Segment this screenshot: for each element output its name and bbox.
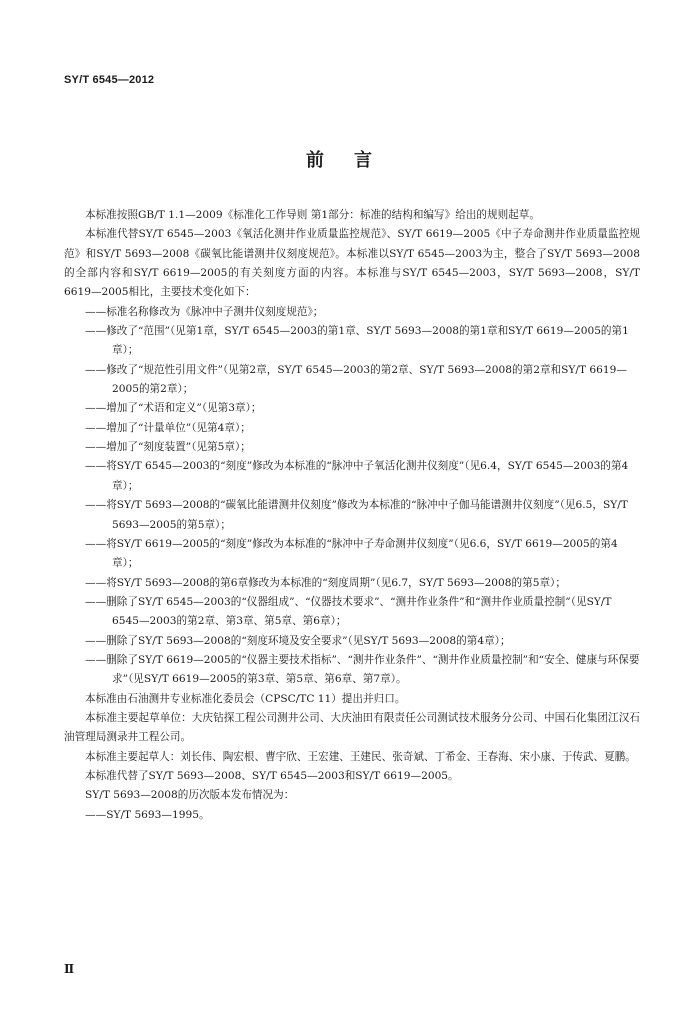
- change-item: ——删除了SY/T 5693—2008的“刻度环境及安全要求”（见SY/T 5693—2008的第4章）；: [85, 634, 511, 647]
- change-item: ——删除了SY/T 6619—2005的“仪器主要技术指标”、“测井作业条件”、“测井作业质量控制”和“安全、健康与环保要求”（见SY/T 6619—2005的第3章、第5章、第6章、第7章）。: [85, 653, 640, 686]
- change-item: ——增加了“术语和定义”（见第3章）；: [85, 402, 262, 415]
- foreword-body: [64, 206, 640, 825]
- paragraph-edition-history: SY/T 5693—2008的历次版本发布情况为：: [85, 789, 295, 802]
- change-item: ——增加了“计量单位”（见第4章）；: [85, 421, 251, 434]
- change-item: ——修改了“范围”（见第1章，SY/T 6545—2003的第1章、SY/T 5693—2008的第1章和SY/T 6619—2005的第1章）；: [85, 325, 629, 357]
- page-number: Ⅱ: [64, 962, 75, 976]
- paragraph-proposer: 本标准由石油测井专业标准化委员会（CPSC/TC 11）提出并归口。: [85, 692, 406, 705]
- change-item: ——将SY/T 6619—2005的“刻度”修改为本标准的“脉冲中子寿命测井仪刻度”（见6.6，SY/T 6619—2005的第4章）；: [85, 537, 618, 570]
- paragraph-drafting-units: 本标准主要起草单位：大庆钻探工程公司测井公司、大庆油田有限责任公司测试技术服务分公司、中国石化集团江汉石油管理局测录井工程公司。: [64, 711, 640, 744]
- change-item: ——将SY/T 6545—2003的“刻度”修改为本标准的“脉冲中子氧活化测井仪刻度”（见6.4，SY/T 6545—2003的第4章）；: [85, 460, 629, 492]
- change-item: ——删除了SY/T 6545—2003的“仪器组成”、“仪器技术要求”、“测井作业条件”和“测井作业质量控制”（见SY/T 6545—2003的第2章、第3章、第5章、第6章）；: [85, 595, 612, 628]
- paragraph-edition-item: ——SY/T 5693—1995。: [85, 808, 210, 821]
- paragraph-supersedes: 本标准代替了SY/T 5693—2008、SY/T 6545—2003和SY/T 6619—2005。: [85, 769, 459, 782]
- change-item: ——将SY/T 5693—2008的第6章修改为本标准的“刻度周期”（见6.7，SY/T 5693—2008的第5章）；: [85, 576, 566, 589]
- paragraph-drafting-rules: 本标准按照GB/T 1.1—2009《标准化工作导则 第1部分：标准的结构和编写》给出的规则起草。: [85, 209, 540, 221]
- change-item: ——增加了“刻度装置”（见第5章）；: [85, 441, 251, 454]
- change-item: ——将SY/T 5693—2008的“碳氧比能谱测井仪刻度”修改为本标准的“脉冲中子伽马能谱测井仪刻度”（见6.5，SY/T 5693—2005的第5章）；: [85, 499, 628, 531]
- page-title: 前言: [306, 150, 402, 171]
- change-item: ——修改了“规范性引用文件”（见第2章，SY/T 6545—2003的第2章、SY/T 5693—2008的第2章和SY/T 6619—2005的第2章）；: [85, 363, 627, 396]
- paragraph-drafters: 本标准主要起草人：刘长伟、陶宏根、曹宇欣、王宏建、王建民、张奇斌、丁希金、王春海、宋小康、于传武、夏鹏。: [85, 750, 636, 763]
- standard-code: SY/T 6545—2012: [64, 74, 155, 86]
- paragraph-replacement: 本标准代替SY/T 6545—2003《氧活化测井作业质量监控规范》、SY/T 6619—2005《中子寿命测井作业质量监控规范》和SY/T 5693—2008《碳氧比能谱测井仪刻度规范》。本标准以SY/T 6545—2003为主，整合了SY/T 5693—2008的全部内容和SY/T 6619—2005的有关刻度方面的内容。本标准与SY/T 6545—2003，SY/T 5693—2008，SY/T 6619—2005相比，主要技术变化如下：: [64, 228, 640, 299]
- change-item: ——标准名称修改为《脉冲中子测井仪刻度规范》；: [85, 305, 324, 318]
